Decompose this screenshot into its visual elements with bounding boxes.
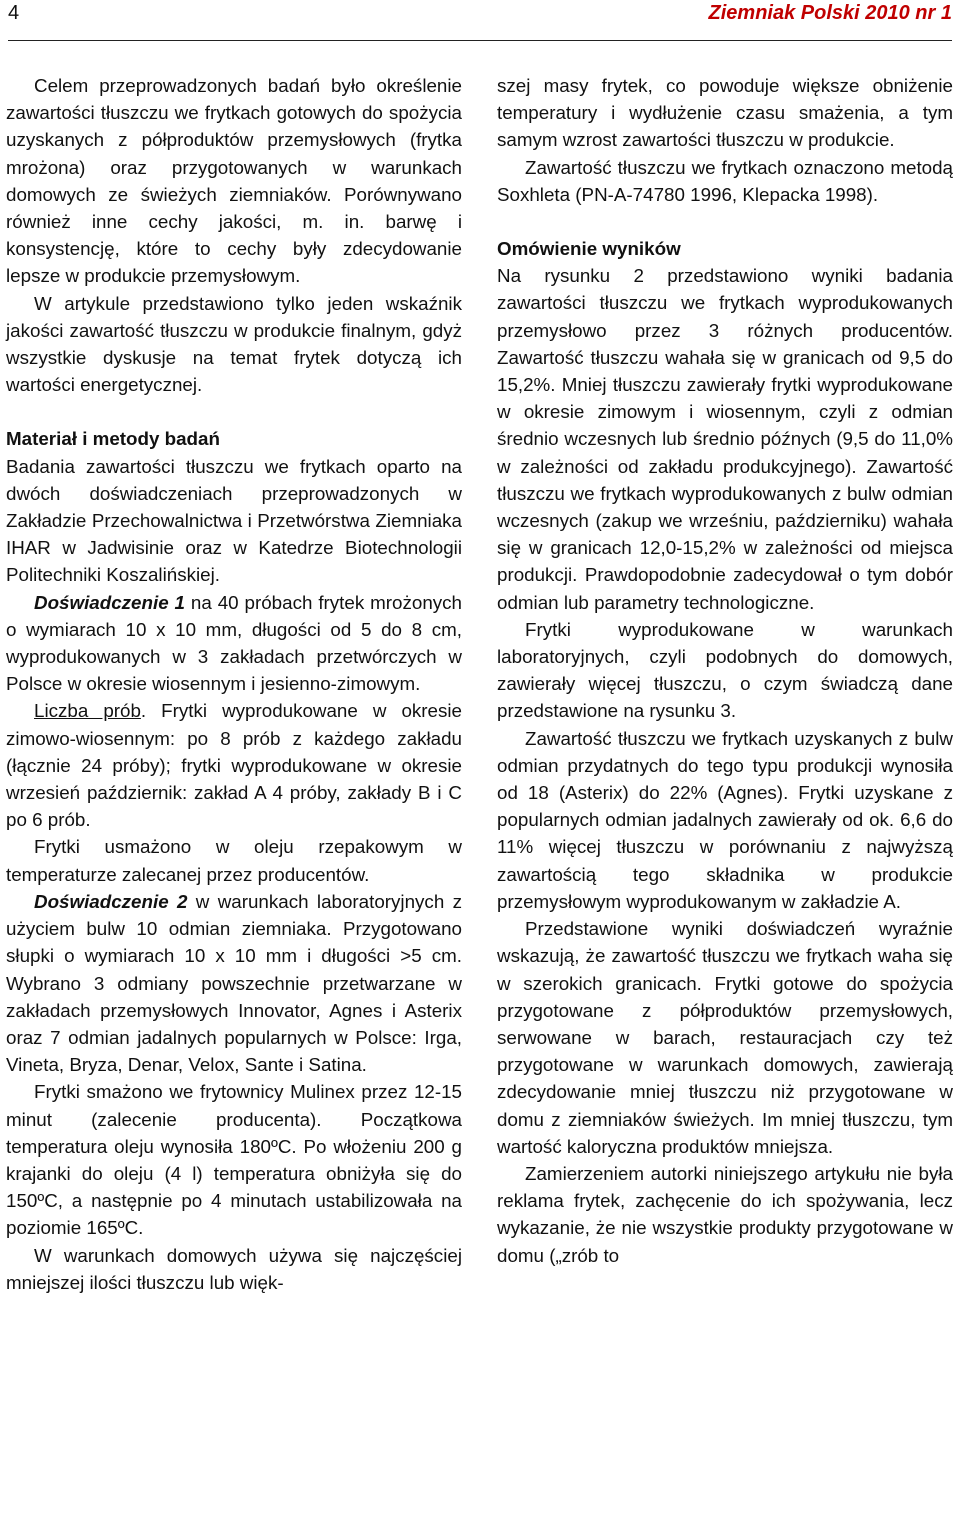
experiment-1-paragraph [6,589,462,698]
page-number: 4 [8,2,20,24]
intro-paragraph: Celem przeprowadzonych badań było określenie zawartości tłuszczu we frytkach gotowych do spożycia uzyskanych z półproduktów przemysłowych (frytka mrożona) oraz przygotowanych w warunkach domowych ze świeżych ziemniaków. Porównywano również inne cechy jakości, m. in. barwę i konsystencję, które to cechy były zdecydowanie lepsze w produkcie przemysłowym. [6,75,462,287]
samples-text: . Frytki wyprodukowane w okresie zimowo-wiosennym: po 8 prób z każdego zakładu (łącznie 24 próby); frytki wyprodukowane w okresie wrzesień październik: zakład A 4 próby, zakłady B i C po 6 prób. [6,700,462,831]
section-heading-methods: Materiał i metody badań [6,428,220,450]
summary-paragraph: Przedstawione wyniki doświadczeń wyraźnie wskazują, że zawartość tłuszczu we frytkach waha się w szerokich granicach. Frytki gotowe do spożycia przygotowane z półproduktów przemysłowych, serwowane w barach, restauracjach czy też przygotowane w warunkach domowych, zawierają zdecydowanie mniej tłuszczu niż przygotowane w domu z ziemniaków świeżych. Im mniej tłuszczu, tym wartość kaloryczna produktów mniejsza. [497,918,953,1157]
intent-paragraph: Zamierzeniem autorki niniejszego artykułu nie była reklama frytek, zachęcenie do ich spożywania, lecz wykazanie, że nie wszystkie produkty przygotowane w domu („zrób to [497,1162,953,1266]
soxhlet-paragraph: Zawartość tłuszczu we frytkach oznaczono metodą Soxhleta (PN-A-74780 1996, Klepacka 1998). [497,156,953,205]
journal-title: Ziemniak Polski 2010 nr 1 [708,2,952,24]
experiment-2-label: Doświadczenie 2 [34,890,188,912]
samples-paragraph [6,697,462,833]
varieties-paragraph: Zawartość tłuszczu we frytkach uzyskanych z bulw odmian przydatnych do tego typu produkcji wynosiła od 18 (Asterix) do 22% (Agnes). Frytki uzyskane z popularnych odmian jadalnych zawierały od ok. 6,6 do 11% więcej tłuszczu w porównaniu z najwyższą zawartością tego składnika w produkcie przemysłowym wyprodukowanym w zakładzie A. [497,727,953,912]
fryer-paragraph: Frytki smażono we frytownicy Mulinex przez 12-15 minut (zalecenie producenta). Początkowa temperatura oleju wynosiła 180ºC. Po włożeniu 200 g krajanki do oleju (4 l) temperatura obniżyła się do 150ºC, a następnie po 4 minutach ustabilizowała na poziomie 165ºC. [6,1081,462,1239]
right-column [497,72,953,1269]
left-column [6,72,462,1296]
continued-paragraph: szej masy frytek, co powoduje większe obniżenie temperatury i wydłużenie czasu smażenia, a tym samym wzrost zawartości tłuszczu w produkcie. [497,75,953,151]
section-heading-results: Omówienie wyników [497,238,681,260]
experiment-2-paragraph [6,888,462,1078]
page-header [8,0,952,41]
intro-paragraph-2: W artykule przedstawiono tylko jeden wskaźnik jakości zawartość tłuszczu w produkcie finalnym, gdyż wszystkie dyskusje na temat frytek dotyczą ich wartości energetycznej. [6,292,462,396]
home-paragraph: W warunkach domowych używa się najczęściej mniejszej ilości tłuszczu lub więk- [6,1244,462,1293]
experiment-1-label: Doświadczenie 1 [34,591,186,613]
experiment-1-text: na 40 próbach frytek mrożonych o wymiarach 10 x 10 mm, długości od 5 do 8 cm, wyprodukowanych w 3 zakładach przetwórczych w Polsce w okresie wiosennym i jesienno-zimowym. [6,591,463,695]
frying-paragraph: Frytki usmażono w oleju rzepakowym w temperaturze zalecanej przez producentów. [6,836,462,885]
lab-paragraph: Frytki wyprodukowane w warunkach laboratoryjnych, czyli podobnych do domowych, zawierały więcej tłuszczu, o czym świadczą dane przedstawione na rysunku 3. [497,618,953,722]
methods-paragraph: Badania zawartości tłuszczu we frytkach oparto na dwóch doświadczeniach przeprowadzonych w Zakładzie Przechowalnictwa i Przetwórstwa Ziemniaka IHAR w Jadwisinie oraz w Katedrze Biotechnologii Politechniki Koszalińskiej. [6,455,462,586]
results-paragraph: Na rysunku 2 przedstawiono wyniki badania zawartości tłuszczu we frytkach wyprodukowanych przemysłowo przez 3 różnych producentów. Zawartość tłuszczu wahała się w granicach od 9,5 do 15,2%. Mniej tłuszczu zawierały frytki wyprodukowane w okresie zimowym i wiosennym, czyli z odmian średnio wczesnych lub średnio późnych (9,5 do 11,0% w zależności od zakładu produkcyjnego). Zawartość tłuszczu we frytkach wyprodukowanych z bulw odmian wczesnych (zakup we wrześniu, październiku) wahała się w granicach 12,0-15,2% w zależności od miejsca produkcji. Prawdopodobnie zadecydował o tym dobór odmian lub parametry technologiczne. [497,265,953,613]
experiment-2-text: w warunkach laboratoryjnych z użyciem bulw 10 odmian ziemniaka. Przygotowano słupki o wymiarach 10 x 10 mm i długości >5 cm. Wybrano 3 odmiany powszechnie przetwarzane w zakładach przemysłowych Innovator, Agnes i Asterix oraz 7 odmian jadalnych popularnych w Polsce: Irga, Vineta, Bryza, Denar, Velox, Sante i Satina. [6,890,463,1076]
samples-label: Liczba prób [34,700,141,722]
